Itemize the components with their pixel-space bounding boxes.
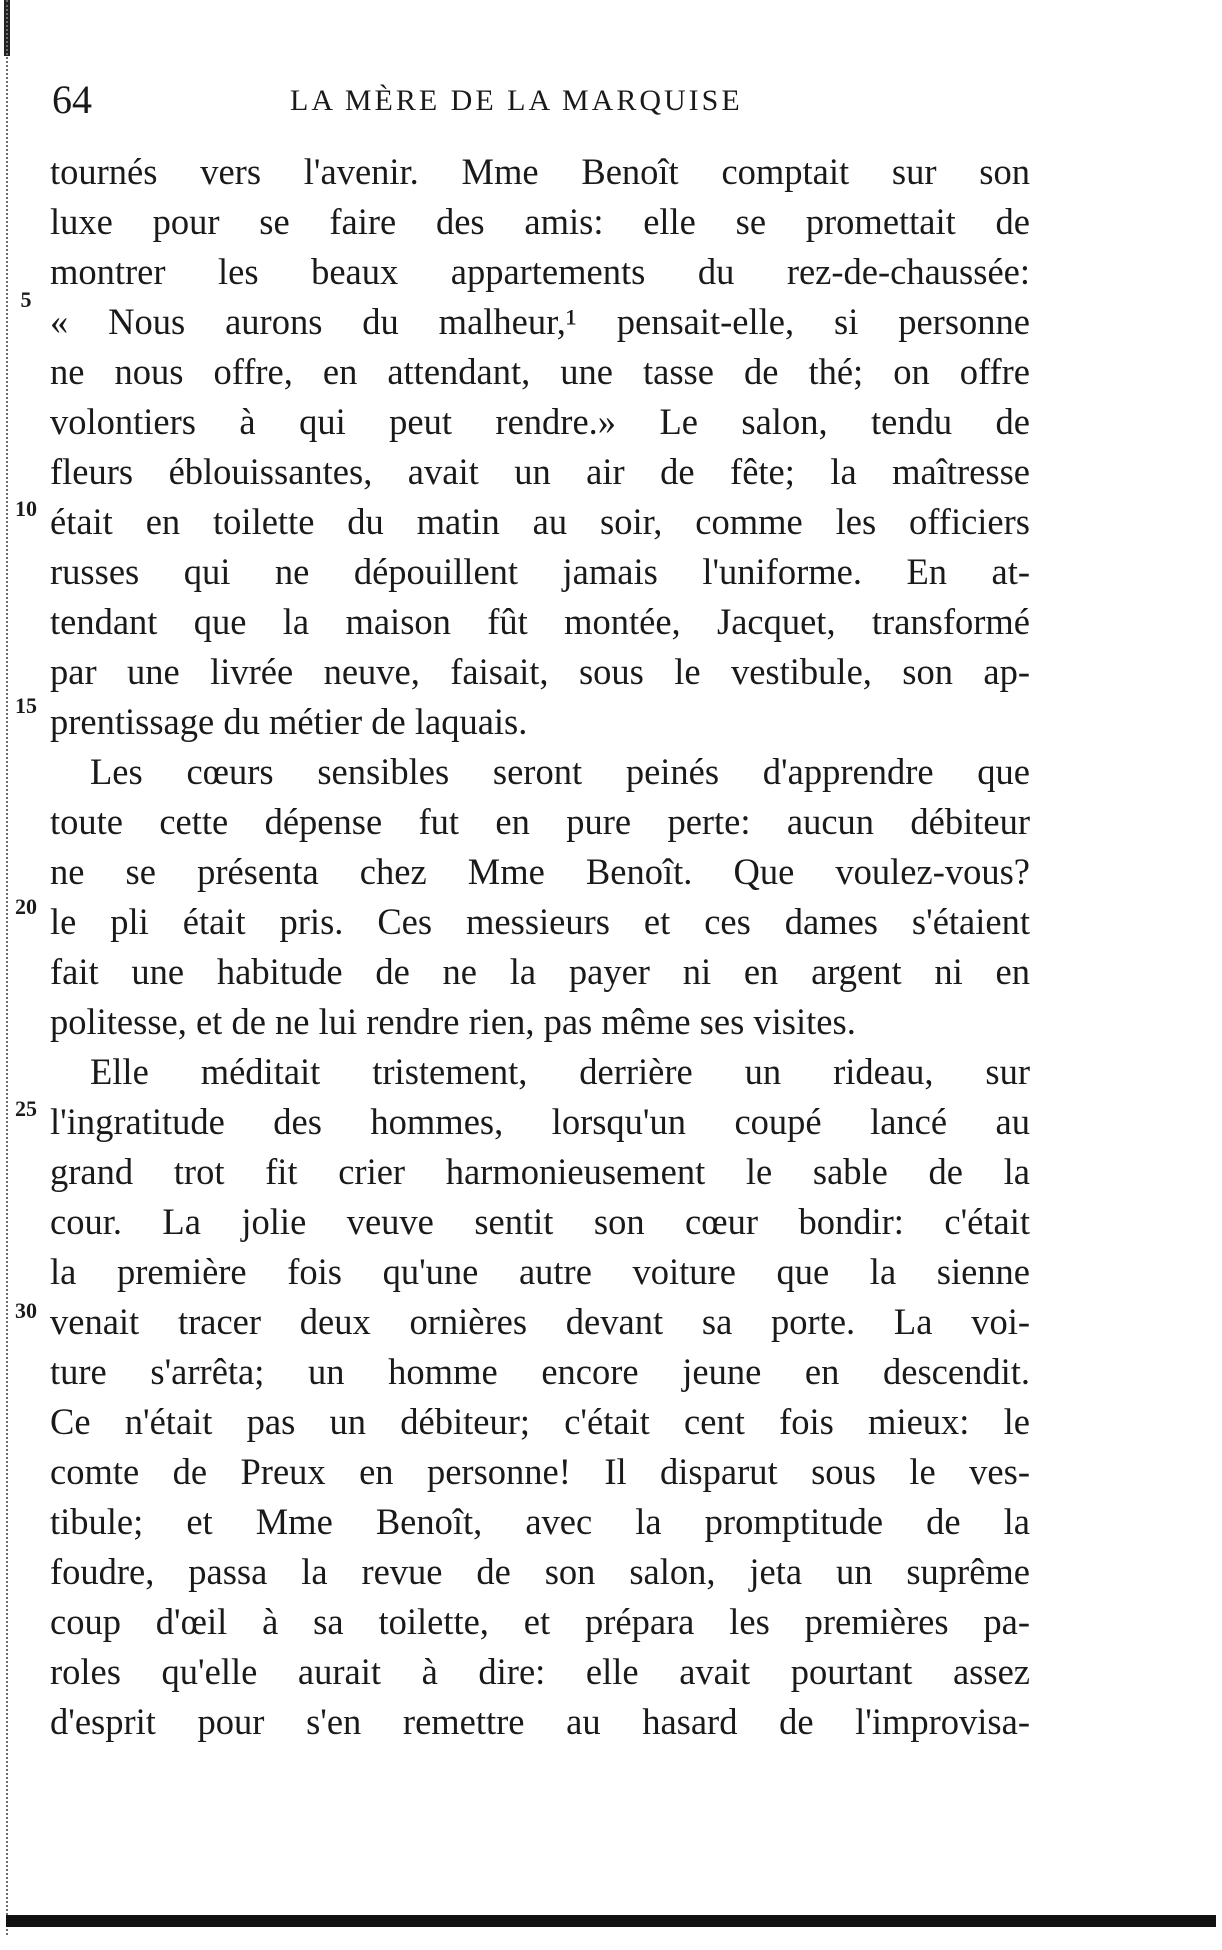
text-line: politesse, et de ne lui rendre rien, pas même ses visites.: [50, 1001, 856, 1042]
text-line: luxe pour se faire des amis: elle se promettait de: [50, 201, 1030, 242]
text-line: comte de Preux en personne! Il disparut sous le ves-: [50, 1451, 1030, 1492]
line-number-15: 15: [15, 693, 37, 718]
line-number-20: 20: [15, 894, 37, 919]
text-line: fleurs éblouissantes, avait un air de fête; la maîtresse: [50, 451, 1030, 492]
line-number-10: 10: [15, 496, 37, 521]
text-line: l'ingratitude des hommes, lorsqu'un coupé lancé au: [50, 1101, 1030, 1142]
text-line: grand trot fit crier harmonieusement le sable de la: [50, 1151, 1030, 1192]
text-line: tibule; et Mme Benoît, avec la promptitude de la: [50, 1501, 1030, 1542]
bottom-edge-rule: [6, 1915, 1216, 1927]
text-line: Ce n'était pas un débiteur; c'était cent fois mieux: le: [50, 1401, 1030, 1442]
text-line: tendant que la maison fût montée, Jacquet, transformé: [50, 601, 1030, 642]
running-title: LA MÈRE DE LA MARQUISE: [290, 84, 743, 117]
line-number-30: 30: [15, 1298, 37, 1323]
text-line: par une livrée neuve, faisait, sous le vestibule, son ap-: [50, 651, 1030, 692]
text-line: montrer les beaux appartements du rez-de-chaussée:: [50, 251, 1030, 292]
line-number-25: 25: [15, 1096, 37, 1121]
text-line: roles qu'elle aurait à dire: elle avait pourtant assez: [50, 1651, 1030, 1692]
text-line: la première fois qu'une autre voiture que la sienne: [50, 1251, 1030, 1292]
text-line: venait tracer deux ornières devant sa porte. La voi-: [50, 1301, 1030, 1342]
page-header: [0, 75, 1222, 125]
text-line: russes qui ne dépouillent jamais l'uniforme. En at-: [50, 551, 1030, 592]
text-line: prentissage du métier de laquais.: [50, 701, 528, 742]
text-line: toute cette dépense fut en pure perte: aucun débiteur: [50, 801, 1030, 842]
page-number: 64: [52, 77, 92, 122]
text-line: « Nous aurons du malheur,¹ pensait-elle, si personne: [50, 301, 1030, 342]
text-line: le pli était pris. Ces messieurs et ces dames s'étaient: [50, 901, 1030, 942]
text-line: volontiers à qui peut rendre.» Le salon, tendu de: [50, 401, 1030, 442]
text-line: Les cœurs sensibles seront peinés d'apprendre que: [90, 751, 1030, 792]
text-line: foudre, passa la revue de son salon, jeta un suprême: [50, 1551, 1030, 1592]
body-text: [50, 147, 1030, 1747]
text-line: cour. La jolie veuve sentit son cœur bondir: c'était: [50, 1201, 1030, 1242]
text-line: Elle méditait tristement, derrière un rideau, sur: [90, 1051, 1030, 1092]
text-line: tournés vers l'avenir. Mme Benoît comptait sur son: [50, 151, 1030, 192]
text-line: ne se présenta chez Mme Benoît. Que voulez-vous?: [50, 851, 1030, 892]
text-line: ne nous offre, en attendant, une tasse de thé; on offre: [50, 351, 1030, 392]
text-line: coup d'œil à sa toilette, et prépara les premières pa-: [50, 1601, 1030, 1642]
text-line: d'esprit pour s'en remettre au hasard de l'improvisa-: [50, 1701, 1030, 1742]
text-line: ture s'arrêta; un homme encore jeune en descendit.: [50, 1351, 1030, 1392]
text-line: était en toilette du matin au soir, comme les officiers: [50, 501, 1030, 542]
text-line: fait une habitude de ne la payer ni en argent ni en: [50, 951, 1030, 992]
line-number-5: 5: [20, 287, 32, 312]
